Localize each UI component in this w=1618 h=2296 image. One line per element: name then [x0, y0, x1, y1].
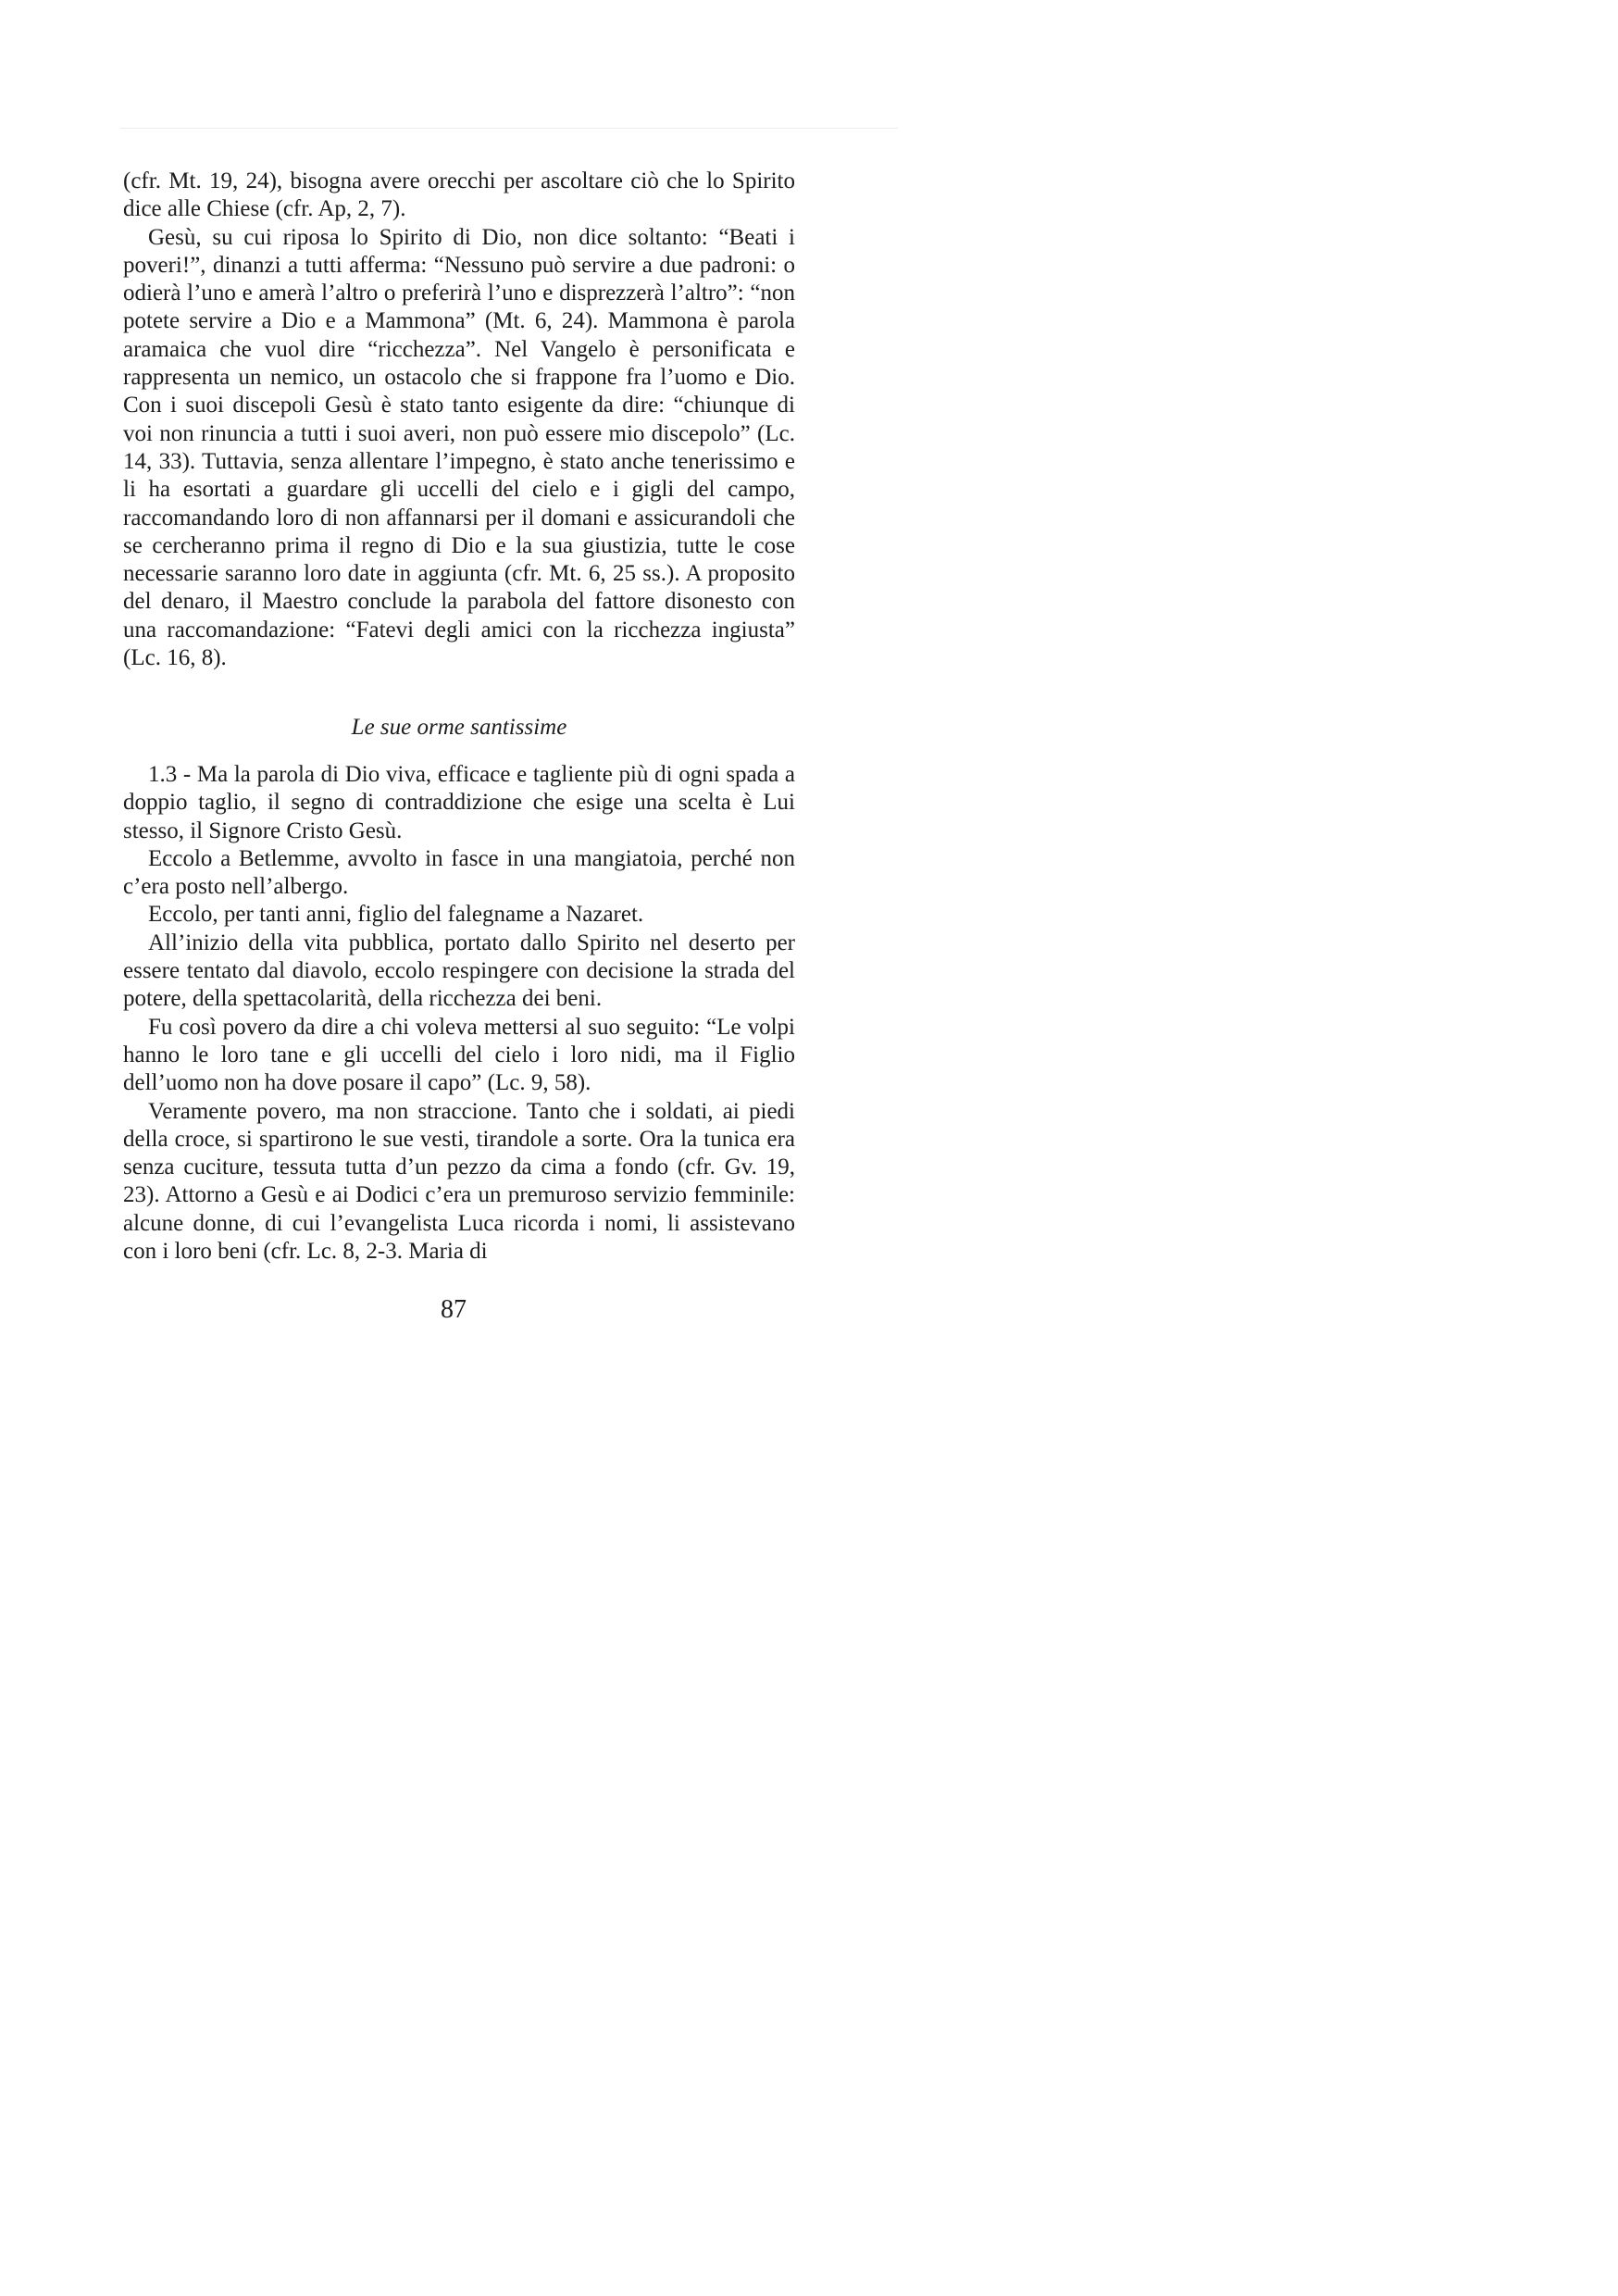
- section-1-text: [123, 168, 795, 672]
- book-page: [0, 0, 1020, 1447]
- paragraph: 1.3 - Ma la parola di Dio viva, efficace e tagliente più di ogni spada a doppio taglio, il segno di contraddizione che esige una scelta è Lui stesso, il Signore Cristo Gesù.: [123, 762, 795, 843]
- section-2-text: [123, 761, 795, 1266]
- page-number: 87: [441, 1295, 467, 1324]
- section-heading: Le sue orme santissime: [351, 715, 567, 740]
- paragraph: All’inizio della vita pubblica, portato dallo Spirito nel deserto per essere tentato dal diavolo, eccolo respingere con decisione la strada del potere, della spettacolarità, della ricchezza dei beni.: [123, 930, 795, 1012]
- paragraph: Eccolo a Betlemme, avvolto in fasce in una mangiatoia, perché non c’era posto nell’albergo.: [123, 845, 795, 900]
- scan-edge-line: [120, 128, 898, 129]
- paragraph: Veramente povero, ma non straccione. Tanto che i soldati, ai piedi della croce, si spartirono le sue vesti, tirandole a sorte. Ora la tunica era senza cuciture, tessuta tutta d’un pezzo da cima a fondo (cfr. Gv. 19, 23). Attorno a Gesù e ai Dodici c’era un premuroso servizio femminile: alcune donne, di cui l’evangelista Luca ricorda i nomi, li assistevano con i loro beni (cfr. Lc. 8, 2-3. Maria di: [123, 1098, 795, 1265]
- paragraph: (cfr. Mt. 19, 24), bisogna avere orecchi per ascoltare ciò che lo Spirito dice alle Chiese (cfr. Ap, 2, 7).: [123, 168, 795, 222]
- paragraph: Gesù, su cui riposa lo Spirito di Dio, non dice soltanto: “Beati i poveri!”, dinanzi a tutti afferma: “Nessuno può servire a due padroni: o odierà l’uno e amerà l’altro o preferirà l’uno e disprezzerà l’altro”: “non potete servire a Dio e a Mammona” (Mt. 6, 24). Mammona è parola aramaica che vuol dire “ricchezza”. Nel Vangelo è personificata e rappresenta un nemico, un ostacolo che si frappone fra l’uomo e Dio. Con i suoi discepoli Gesù è stato tanto esigente da dire: “chiunque di voi non rinuncia a tutti i suoi averi, non può essere mio discepolo” (Lc. 14, 33). Tuttavia, senza allentare l’impegno, è stato anche tenerissimo e li ha esortati a guardare gli uccelli del cielo e i gigli del campo, raccomandando loro di non affannarsi per il domani e assicurandoli che se cercheranno prima il regno di Dio e la sua giustizia, tutte le cose necessarie saranno loro date in aggiunta (cfr. Mt. 6, 25 ss.). A proposito del denaro, il Maestro conclude la parabola del fattore disonesto con una raccomandazione: “Fatevi degli amici con la ricchezza ingiusta” (Lc. 16, 8).: [123, 224, 795, 671]
- paragraph: Eccolo, per tanti anni, figlio del falegname a Nazaret.: [148, 902, 644, 928]
- paragraph: Fu così povero da dire a chi voleva mettersi al suo seguito: “Le volpi hanno le loro tane e gli uccelli del cielo i loro nidi, ma il Figlio dell’uomo non ha dove posare il capo” (Lc. 9, 58).: [123, 1014, 795, 1096]
